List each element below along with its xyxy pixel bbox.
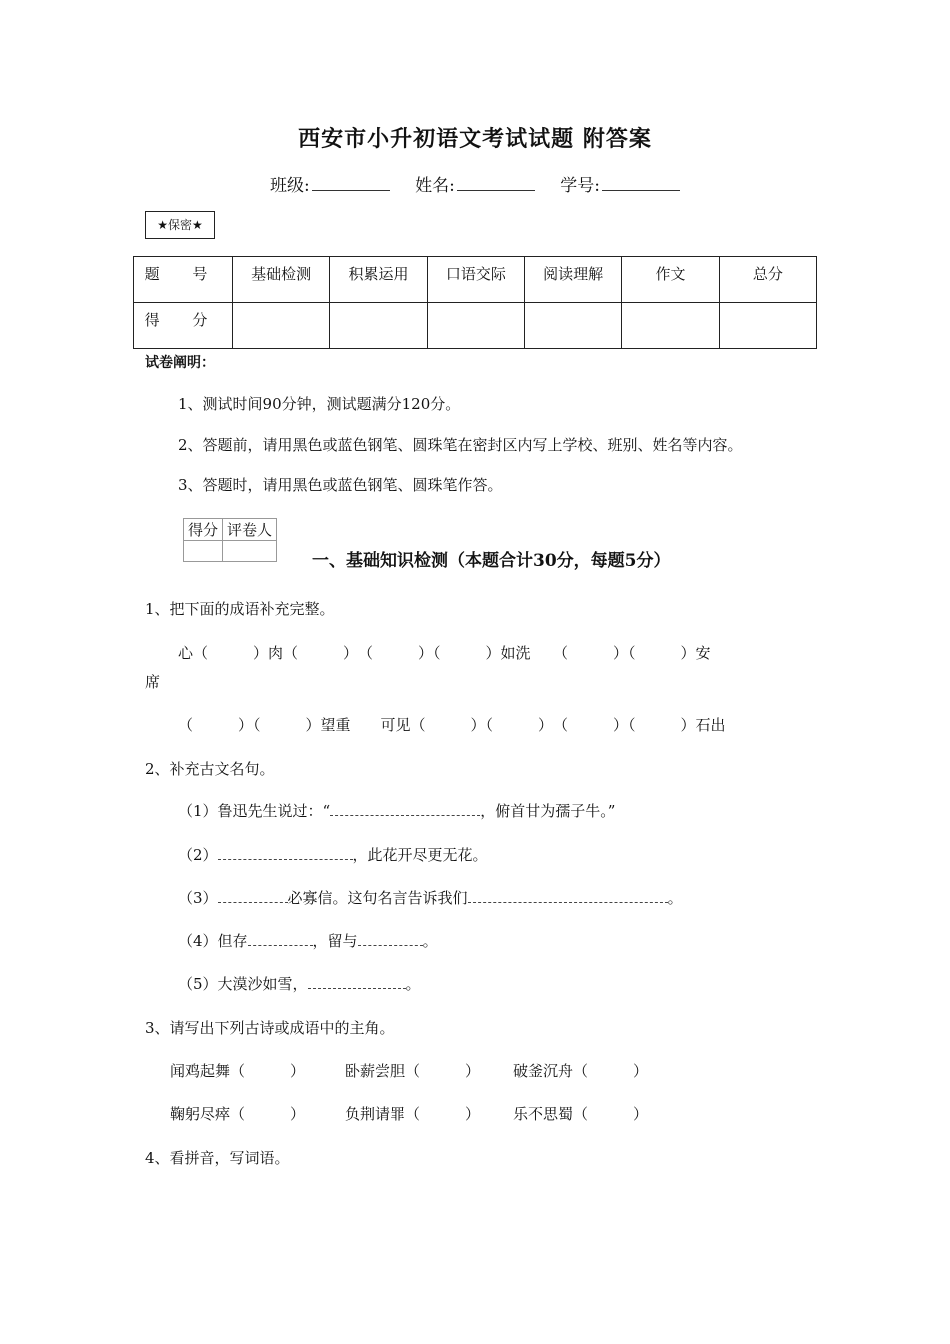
answer-blank[interactable] — [218, 890, 288, 903]
header-cell: 阅读理解 — [524, 257, 621, 303]
score-cell[interactable] — [330, 303, 427, 349]
answer-blank[interactable] — [308, 976, 406, 989]
class-label: 班级: — [269, 176, 310, 196]
student-id-field[interactable] — [560, 171, 680, 196]
score-table-header-row — [134, 257, 817, 303]
q2-4-suffix: 。 — [422, 932, 438, 950]
question-3-item: 破釜沉舟（ ） — [513, 1062, 649, 1080]
question-1-row1-wrap: 席 — [145, 673, 161, 691]
score-table-score-row — [134, 303, 817, 349]
score-cell[interactable] — [719, 303, 816, 349]
question-2-item-5 — [178, 973, 421, 994]
question-2-item-4 — [178, 930, 438, 951]
grader-box — [183, 518, 277, 562]
score-table — [133, 256, 817, 349]
question-4-stem: 4、看拼音，写词语。 — [145, 1149, 290, 1167]
q2-3-prefix: （3） — [178, 889, 218, 907]
name-field[interactable] — [415, 171, 535, 196]
score-cell[interactable] — [233, 303, 330, 349]
answer-blank[interactable] — [218, 847, 353, 860]
question-1-row1: 心（ ）肉（ ） （ ）（ ）如洗 （ ）（ ）安 — [178, 644, 711, 662]
question-3-stem: 3、请写出下列古诗或成语中的主角。 — [145, 1019, 395, 1037]
score-cell[interactable] — [427, 303, 524, 349]
q2-4-prefix: （4）但存 — [178, 932, 248, 950]
score-cell[interactable] — [622, 303, 719, 349]
q2-2-prefix: （2） — [178, 846, 218, 864]
question-number-label: 题 号 — [134, 257, 233, 303]
header-cell: 口语交际 — [427, 257, 524, 303]
q2-1-suffix: ，俯首甘为孺子牛。” — [480, 802, 616, 820]
q2-2-suffix: ，此花开尽更无花。 — [352, 846, 488, 864]
q2-5-suffix: 。 — [405, 975, 421, 993]
question-2-item-3 — [178, 887, 683, 908]
section-title: 一、基础知识检测（本题合计30分，每题5分） — [312, 551, 671, 571]
header-cell: 总分 — [719, 257, 816, 303]
answer-blank[interactable] — [358, 933, 423, 946]
q2-5-prefix: （5）大漠沙如雪， — [178, 975, 308, 993]
grader-reviewer-label: 评卷人 — [223, 519, 277, 541]
answer-blank[interactable] — [248, 933, 313, 946]
q2-4-middle: ，留与 — [312, 932, 358, 950]
name-label: 姓名: — [415, 176, 455, 196]
student-info-row — [0, 171, 950, 196]
header-cell: 基础检测 — [233, 257, 330, 303]
answer-blank[interactable] — [468, 890, 668, 903]
question-2-stem: 2、补充古文名句。 — [145, 760, 275, 778]
question-3-item: 负荆请罪（ ） — [345, 1105, 481, 1123]
question-3-item: 乐不思蜀（ ） — [513, 1105, 649, 1123]
question-1-row2: （ ）（ ）望重 可见（ ）（ ） （ ）（ ）石出 — [178, 716, 726, 734]
class-blank[interactable] — [312, 189, 390, 191]
class-field[interactable] — [270, 171, 390, 196]
grader-score-cell[interactable] — [184, 541, 223, 562]
question-3-item: 鞠躬尽瘁（ ） — [170, 1105, 306, 1123]
note-item: 2、答题前，请用黑色或蓝色钢笔、圆珠笔在密封区内写上学校、班别、姓名等内容。 — [178, 436, 743, 454]
question-1-stem: 1、把下面的成语补充完整。 — [145, 600, 335, 618]
confidential-badge: ★保密★ — [145, 211, 215, 239]
name-blank[interactable] — [457, 189, 535, 191]
student-id-label: 学号: — [560, 176, 600, 196]
notes-heading: 试卷阐明： — [145, 355, 215, 371]
grader-score-label: 得分 — [184, 519, 223, 541]
question-2-item-1 — [178, 800, 615, 821]
header-cell: 作文 — [622, 257, 719, 303]
page-title: 西安市小升初语文考试试题 附答案 — [298, 126, 652, 152]
q2-3-suffix: 。 — [667, 889, 683, 907]
question-2-item-2 — [178, 844, 488, 865]
score-label: 得 分 — [134, 303, 233, 349]
grader-reviewer-cell[interactable] — [223, 541, 277, 562]
note-item: 1、测试时间90分钟，测试题满分120分。 — [178, 395, 461, 413]
question-3-item: 闻鸡起舞（ ） — [170, 1062, 306, 1080]
header-cell: 积累运用 — [330, 257, 427, 303]
q2-1-prefix: （1）鲁迅先生说过：“ — [178, 802, 331, 820]
q2-3-middle: 必寡信。这句名言告诉我们 — [287, 889, 468, 907]
note-item: 3、答题时，请用黑色或蓝色钢笔、圆珠笔作答。 — [178, 476, 503, 494]
question-3-item: 卧薪尝胆（ ） — [345, 1062, 481, 1080]
score-cell[interactable] — [524, 303, 621, 349]
student-id-blank[interactable] — [602, 189, 680, 191]
answer-blank[interactable] — [330, 803, 480, 816]
